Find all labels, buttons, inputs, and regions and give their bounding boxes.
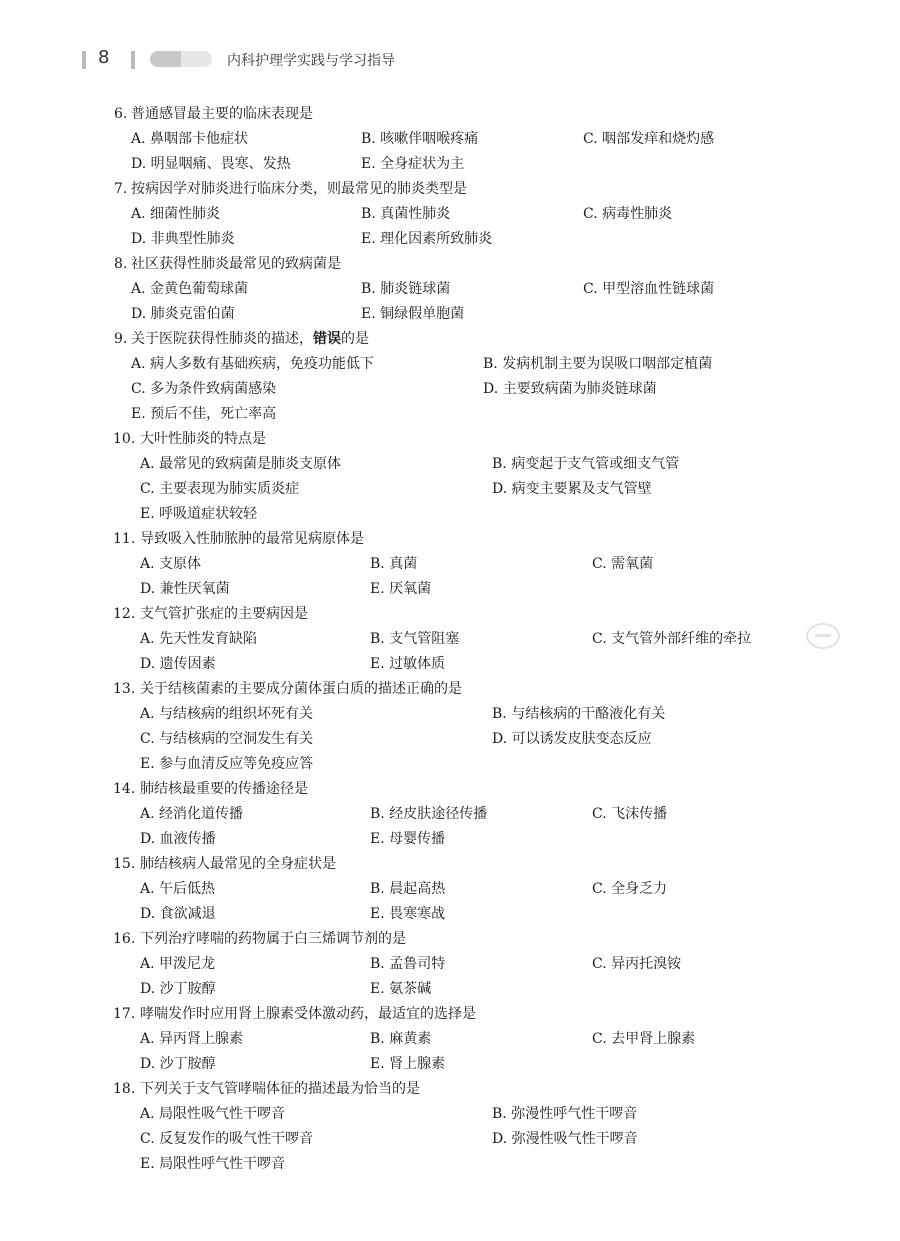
question-stem: [0, 602, 900, 627]
option-row: [0, 577, 900, 602]
option-row: [0, 477, 900, 502]
answer-option: D. 明显咽痛、畏寒、发热: [131, 156, 291, 172]
question-stem: [0, 527, 900, 552]
question-text-main: 下列关于支气管哮喘体征的描述最为恰当的是: [140, 1081, 420, 1097]
answer-option: C. 主要表现为肺实质炎症: [140, 481, 300, 497]
question-number: 13.: [113, 681, 136, 697]
answer-option: A. 异丙肾上腺素: [140, 1031, 244, 1047]
watermark-icon: [806, 623, 840, 649]
question-list: [0, 102, 900, 1177]
option-row: [0, 277, 900, 302]
answer-option: E. 氨茶碱: [370, 981, 432, 997]
question-text-main: 关于医院获得性肺炎的描述，: [131, 331, 313, 347]
answer-option: D. 主要致病菌为肺炎链球菌: [483, 381, 657, 397]
question-stem: [0, 677, 900, 702]
answer-option: D. 遗传因素: [140, 656, 216, 672]
answer-option: D. 沙丁胺醇: [140, 981, 216, 997]
answer-option: A. 最常见的致病菌是肺炎支原体: [140, 456, 342, 472]
answer-option: D. 非典型性肺炎: [131, 231, 235, 247]
answer-option: A. 与结核病的组织坏死有关: [140, 706, 314, 722]
answer-option: B. 孟鲁司特: [370, 956, 446, 972]
question-text-main: 社区获得性肺炎最常见的致病菌是: [131, 256, 341, 272]
answer-option: B. 与结核病的干酪液化有关: [492, 706, 666, 722]
answer-option: D. 病变主要累及支气管壁: [492, 481, 652, 497]
question-text-main: 下列治疗哮喘的药物属于白三烯调节剂的是: [140, 931, 406, 947]
question-text: [140, 777, 308, 802]
answer-option: B. 咳嗽伴咽喉疼痛: [361, 131, 479, 147]
option-row: [0, 802, 900, 827]
answer-option: C. 与结核病的空洞发生有关: [140, 731, 314, 747]
header-rule-left: [82, 51, 86, 69]
question-stem: [0, 1002, 900, 1027]
answer-option: E. 畏寒寒战: [370, 906, 446, 922]
question-stem: [0, 777, 900, 802]
option-row: [0, 627, 900, 652]
option-row: [0, 502, 900, 527]
answer-option: E. 呼吸道症状较轻: [140, 506, 258, 522]
answer-option: C. 支气管外部纤维的牵拉: [592, 631, 752, 647]
answer-option: B. 麻黄素: [370, 1031, 432, 1047]
option-row: [0, 1127, 900, 1152]
option-row: [0, 702, 900, 727]
answer-option: C. 咽部发痒和烧灼感: [583, 131, 715, 147]
question-number: 9.: [114, 331, 128, 347]
option-row: [0, 827, 900, 852]
header-rule-right: [131, 51, 135, 69]
option-row: [0, 752, 900, 777]
question-text-main: 支气管扩张症的主要病因是: [140, 606, 308, 622]
option-row: [0, 1052, 900, 1077]
option-row: [0, 1152, 900, 1177]
answer-option: C. 需氧菌: [592, 556, 654, 572]
question-number: 10.: [113, 431, 136, 447]
question-text: [131, 327, 369, 352]
page-number: 8: [98, 47, 110, 68]
answer-option: D. 肺炎克雷伯菌: [131, 306, 235, 322]
answer-option: A. 细菌性肺炎: [131, 206, 221, 222]
page-header: [0, 46, 900, 74]
question-stem: [0, 1077, 900, 1102]
answer-option: A. 鼻咽部卡他症状: [131, 131, 249, 147]
option-row: [0, 352, 900, 377]
question-text: [140, 602, 308, 627]
question-text-tail: 的是: [341, 331, 369, 347]
answer-option: B. 肺炎链球菌: [361, 281, 451, 297]
question-text: [140, 677, 462, 702]
answer-option: D. 可以诱发皮肤变态反应: [492, 731, 652, 747]
answer-option: E. 预后不佳，死亡率高: [131, 406, 277, 422]
answer-option: E. 全身症状为主: [361, 156, 465, 172]
answer-option: B. 发病机制主要为误吸口咽部定植菌: [483, 356, 713, 372]
question-stem: [0, 252, 900, 277]
answer-option: D. 弥漫性吸气性干啰音: [492, 1131, 638, 1147]
answer-option: D. 血液传播: [140, 831, 216, 847]
option-row: [0, 652, 900, 677]
answer-option: C. 全身乏力: [592, 881, 668, 897]
question-number: 7.: [114, 181, 128, 197]
question-stem: [0, 102, 900, 127]
answer-option: A. 甲泼尼龙: [140, 956, 216, 972]
answer-option: C. 去甲肾上腺素: [592, 1031, 696, 1047]
answer-option: E. 铜绿假单胞菌: [361, 306, 465, 322]
answer-option: D. 兼性厌氧菌: [140, 581, 230, 597]
question-text: [131, 102, 313, 127]
option-row: [0, 552, 900, 577]
question-text: [140, 1002, 476, 1027]
answer-option: C. 甲型溶血性链球菌: [583, 281, 715, 297]
option-row: [0, 452, 900, 477]
answer-option: E. 理化因素所致肺炎: [361, 231, 493, 247]
option-row: [0, 152, 900, 177]
option-row: [0, 1102, 900, 1127]
answer-option: B. 支气管阻塞: [370, 631, 460, 647]
answer-option: B. 经皮肤途径传播: [370, 806, 488, 822]
answer-option: C. 飞沫传播: [592, 806, 668, 822]
question-text-main: 哮喘发作时应用肾上腺素受体激动药，最适宜的选择是: [140, 1006, 476, 1022]
option-row: [0, 952, 900, 977]
answer-option: E. 肾上腺素: [370, 1056, 446, 1072]
option-row: [0, 402, 900, 427]
option-row: [0, 377, 900, 402]
option-row: [0, 302, 900, 327]
question-number: 15.: [113, 856, 136, 872]
question-text-main: 关于结核菌素的主要成分菌体蛋白质的描述正确的是: [140, 681, 462, 697]
answer-option: A. 局限性吸气性干啰音: [140, 1106, 286, 1122]
question-text: [140, 527, 364, 552]
book-title: 内科护理学实践与学习指导: [227, 53, 395, 69]
question-number: 11.: [113, 531, 136, 547]
question-number: 8.: [114, 256, 128, 272]
answer-option: D. 沙丁胺醇: [140, 1056, 216, 1072]
answer-option: A. 经消化道传播: [140, 806, 244, 822]
question-text: [131, 252, 341, 277]
option-row: [0, 877, 900, 902]
answer-option: E. 局限性呼气性干啰音: [140, 1156, 286, 1172]
answer-option: E. 过敏体质: [370, 656, 446, 672]
option-row: [0, 977, 900, 1002]
question-number: 12.: [113, 606, 136, 622]
option-row: [0, 227, 900, 252]
option-row: [0, 902, 900, 927]
question-number: 6.: [114, 106, 128, 122]
answer-option: B. 弥漫性呼气性干啰音: [492, 1106, 638, 1122]
question-stem: [0, 927, 900, 952]
question-text: [140, 427, 266, 452]
question-text-main: 普通感冒最主要的临床表现是: [131, 106, 313, 122]
answer-option: C. 多为条件致病菌感染: [131, 381, 277, 397]
answer-option: A. 病人多数有基础疾病，免疫功能低下: [131, 356, 375, 372]
question-text: [131, 177, 467, 202]
answer-option: C. 病毒性肺炎: [583, 206, 673, 222]
answer-option: A. 金黄色葡萄球菌: [131, 281, 249, 297]
answer-option: C. 反复发作的吸气性干啰音: [140, 1131, 314, 1147]
option-row: [0, 202, 900, 227]
question-text: [140, 927, 406, 952]
question-text-main: 按病因学对肺炎进行临床分类，则最常见的肺炎类型是: [131, 181, 467, 197]
question-stem: [0, 852, 900, 877]
answer-option: E. 厌氧菌: [370, 581, 432, 597]
question-stem: [0, 427, 900, 452]
question-number: 18.: [113, 1081, 136, 1097]
option-row: [0, 1027, 900, 1052]
question-number: 14.: [113, 781, 136, 797]
option-row: [0, 727, 900, 752]
answer-option: E. 母婴传播: [370, 831, 446, 847]
question-stem: [0, 177, 900, 202]
header-decoration: [150, 51, 212, 67]
question-stem: [0, 327, 900, 352]
question-text-main: 肺结核病人最常见的全身症状是: [140, 856, 336, 872]
answer-option: B. 病变起于支气管或细支气管: [492, 456, 680, 472]
answer-option: E. 参与血清反应等免疫应答: [140, 756, 314, 772]
answer-option: B. 晨起高热: [370, 881, 446, 897]
question-text: [140, 852, 336, 877]
question-text: [140, 1077, 420, 1102]
answer-option: C. 异丙托溴铵: [592, 956, 682, 972]
question-number: 17.: [113, 1006, 136, 1022]
question-text-main: 肺结核最重要的传播途径是: [140, 781, 308, 797]
answer-option: B. 真菌: [370, 556, 418, 572]
answer-option: D. 食欲减退: [140, 906, 216, 922]
answer-option: A. 先天性发育缺陷: [140, 631, 258, 647]
question-text-emphasis: 错误: [313, 331, 341, 347]
question-number: 16.: [113, 931, 136, 947]
answer-option: A. 午后低热: [140, 881, 216, 897]
question-text-main: 导致吸入性肺脓肿的最常见病原体是: [140, 531, 364, 547]
answer-option: B. 真菌性肺炎: [361, 206, 451, 222]
answer-option: A. 支原体: [140, 556, 202, 572]
question-text-main: 大叶性肺炎的特点是: [140, 431, 266, 447]
option-row: [0, 127, 900, 152]
